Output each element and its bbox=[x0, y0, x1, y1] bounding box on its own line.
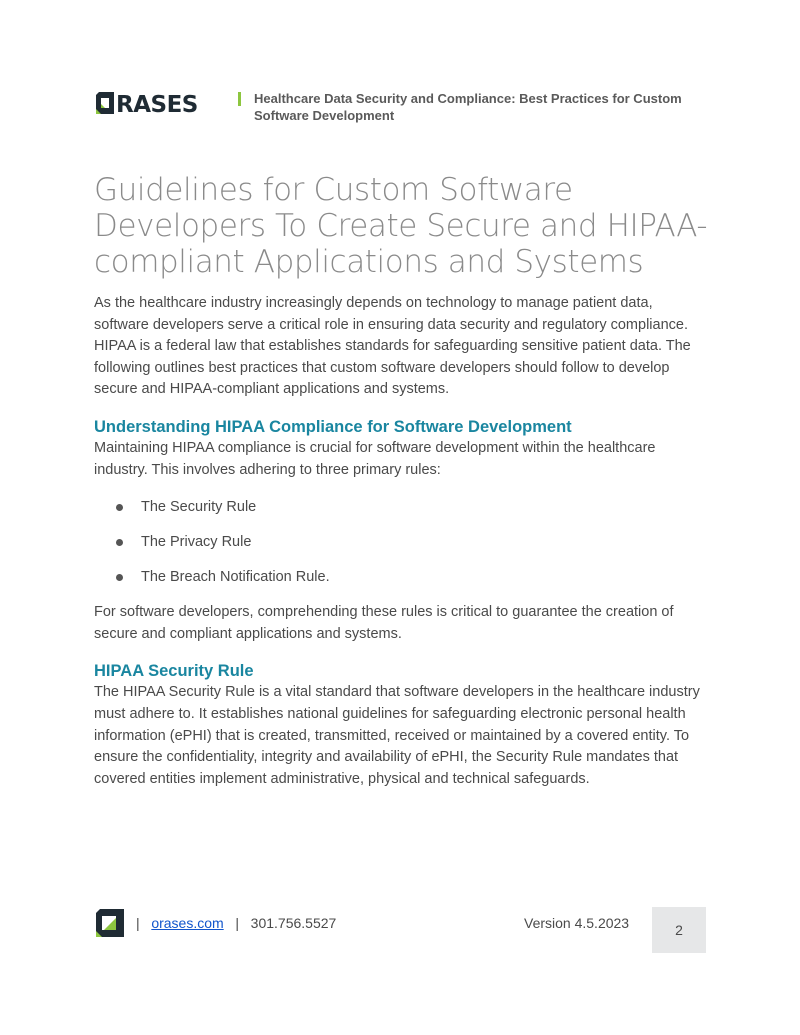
svg-text:RASES: RASES bbox=[116, 92, 198, 114]
section-heading-security-rule: HIPAA Security Rule bbox=[94, 662, 254, 681]
list-item-text: The Privacy Rule bbox=[141, 534, 252, 551]
list-item bbox=[94, 497, 710, 518]
rules-list bbox=[94, 497, 710, 588]
page-footer bbox=[96, 906, 706, 956]
list-item-text: The Breach Notification Rule. bbox=[141, 569, 330, 586]
page-number: 2 bbox=[675, 922, 683, 938]
section2-paragraph: The HIPAA Security Rule is a vital standard that software developers in the healthcare industry must adhere to. It establishes national guidelines for safeguarding electronic personal health information (ePHI) that is created, transmitted, received or maintained by a covered entity. To ensure the confidentiality, integrity and availability of ePHI, the Security Rule mandates that covered entities implement administrative, physical and technical safeguards. bbox=[94, 684, 700, 787]
website-link[interactable]: orases.com bbox=[151, 915, 224, 931]
footer-separator: | bbox=[235, 915, 239, 931]
list-item-text: The Security Rule bbox=[141, 499, 257, 516]
section-heading-hipaa-compliance: Understanding HIPAA Compliance for Software Development bbox=[94, 417, 572, 436]
orases-icon bbox=[96, 909, 124, 937]
bullet-icon bbox=[116, 539, 123, 546]
bullet-icon bbox=[116, 504, 123, 511]
section1-paragraph: Maintaining HIPAA compliance is crucial for software development within the healthcare industry. This involves adhering to three primary rules: bbox=[94, 439, 656, 478]
section1-closing: For software developers, comprehending these rules is critical to guarantee the creation of secure and compliant applications and systems. bbox=[94, 604, 674, 642]
footer-contact bbox=[136, 915, 336, 931]
main-content bbox=[94, 172, 710, 790]
footer-separator: | bbox=[136, 915, 140, 931]
header-title: Healthcare Data Security and Compliance: Best Practices for Custom Software Development bbox=[254, 91, 682, 123]
list-item bbox=[94, 532, 710, 553]
phone-number: 301.756.5527 bbox=[250, 915, 337, 931]
orases-logo bbox=[96, 92, 214, 114]
intro-paragraph: As the healthcare industry increasingly depends on technology to manage patient data, software developers serve a critical role in ensuring data security and regulatory compliance. HIPAA is a federal law that establishes standards for safeguarding sensitive patient data. The following outlines best practices that custom software developers should follow to develop secure and HIPAA-compliant applications and systems. bbox=[94, 295, 691, 398]
list-item bbox=[94, 567, 710, 588]
header-accent-bar bbox=[238, 92, 241, 106]
page-title: Guidelines for Custom Software Developers To Create Secure and HIPAA-compliant Applications and Systems bbox=[94, 172, 708, 280]
bullet-icon bbox=[116, 574, 123, 581]
page-number-box bbox=[652, 907, 706, 953]
version-label: Version 4.5.2023 bbox=[524, 915, 630, 931]
page-header bbox=[96, 88, 716, 124]
